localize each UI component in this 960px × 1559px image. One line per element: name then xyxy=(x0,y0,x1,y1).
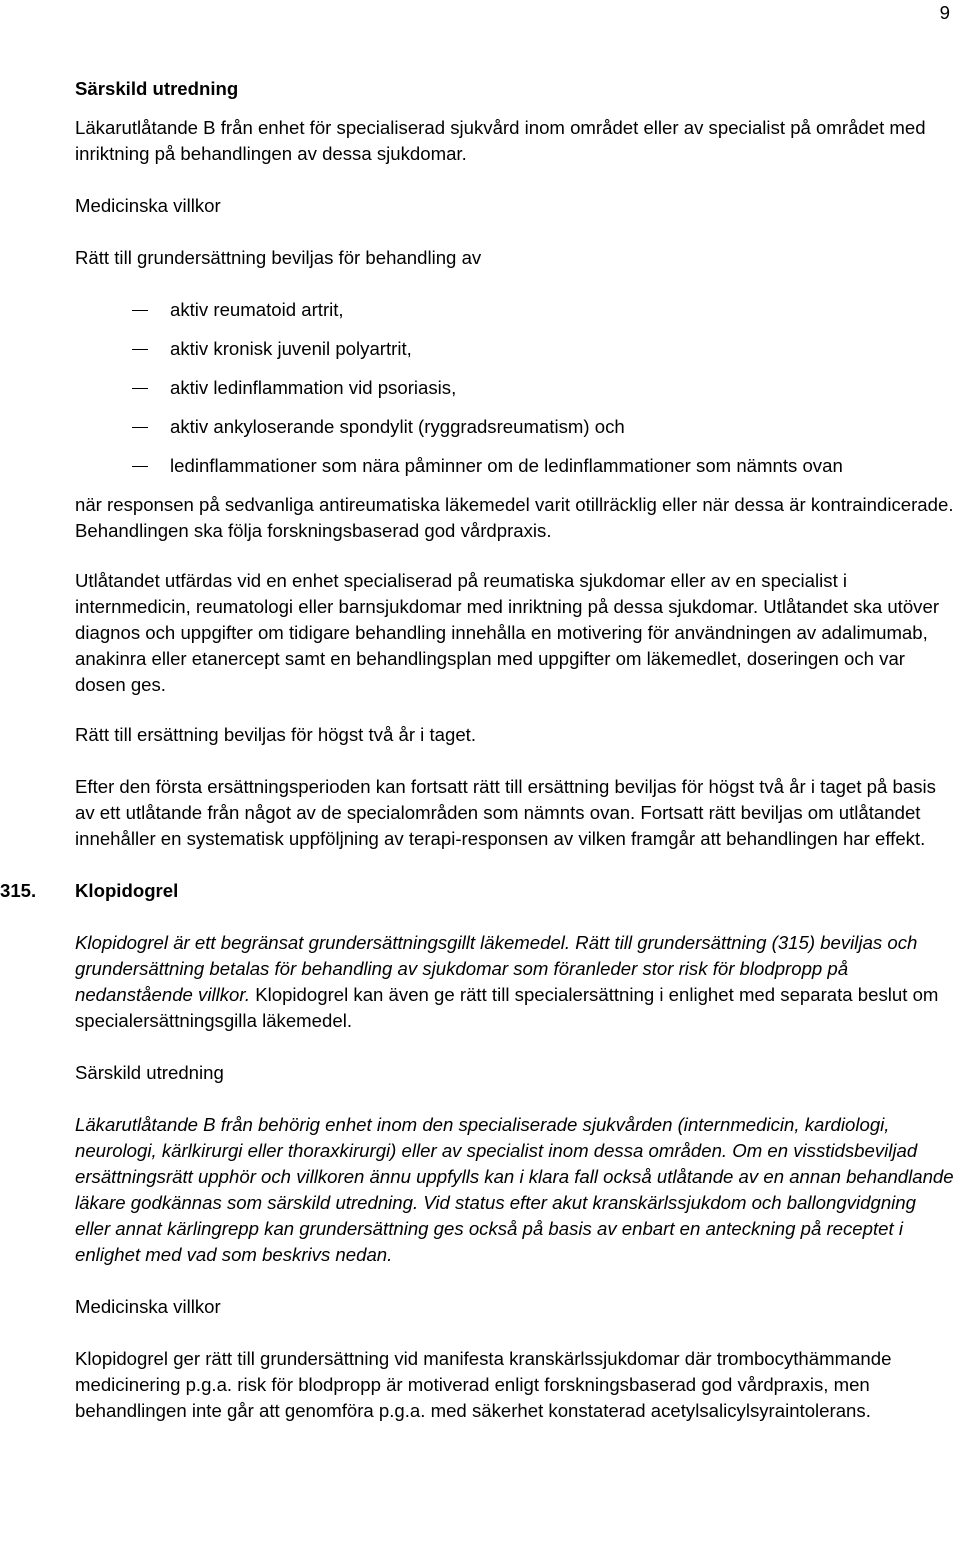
paragraph-efter: Efter den första ersättningsperioden kan fortsatt rätt till ersättning beviljas för högst två år i taget på basis av ett utlåtande från något av de specialområden som nämnts ovan. Fortsatt rätt beviljas om utlåtandet innehåller en systematisk uppföljning av terapi-responsen av vilken framgår att behandlingen har effekt. xyxy=(75,776,936,849)
section-number: 315. xyxy=(0,880,37,901)
list-item: aktiv kronisk juvenil polyartrit, xyxy=(75,336,955,362)
page-content xyxy=(0,76,955,1424)
list-item: aktiv reumatoid artrit, xyxy=(75,297,955,323)
heading-medicinska-villkor-2: Medicinska villkor xyxy=(75,1296,221,1317)
intro-plain: Klopidogrel kan även ge rätt till specialersättning i enlighet med separata beslut om specialersättningsgilla läkemedel. xyxy=(75,984,939,1031)
list-item: aktiv ledinflammation vid psoriasis, xyxy=(75,375,955,401)
intro-italic: Klopidogrel är ett begränsat grundersättningsgillt läkemedel. Rätt till grundersättning (315) beviljas och grundersättning betalas för behandling av sjukdomar som föranleder stor risk för blodpropp på nedanstående villkor. xyxy=(75,932,918,1005)
heading-sarskild-utredning-2: Särskild utredning xyxy=(75,1062,224,1083)
paragraph-klopidogrel-villkor: Klopidogrel ger rätt till grundersättning vid manifesta kranskärlssjukdomar där trombocythämmande medicinering p.g.a. risk för blodpropp är motiverad enligt forskningsbaserad god vårdpraxis, men behandlingen inte går att genomföra p.g.a. med säkerhet konstaterad acetylsalicylsyraintolerans. xyxy=(75,1348,892,1421)
paragraph-after-list: när responsen på sedvanliga antireumatiska läkemedel varit otillräcklig eller när dessa är kontraindicerade. Behandlingen ska följa forskningsbaserad god vårdpraxis. xyxy=(75,494,954,541)
paragraph-klopidogrel-intro xyxy=(75,930,955,1034)
paragraph-intro: Rätt till grundersättning beviljas för behandling av xyxy=(75,247,482,268)
heading-medicinska-villkor: Medicinska villkor xyxy=(75,195,221,216)
condition-list xyxy=(75,297,955,479)
paragraph-ersattning: Rätt till ersättning beviljas för högst två år i taget. xyxy=(75,724,476,745)
heading-sarskild-utredning: Särskild utredning xyxy=(75,78,239,99)
paragraph-lakarutlatande-2: Läkarutlåtande B från behörig enhet inom den specialiserade sjukvården (internmedicin, kardiologi, neurologi, kärlkirurgi eller thoraxkirurgi) eller av specialist inom dessa områden. Om en visstidsbeviljad ersättningsrätt upphör och villkoren ännu uppfylls kan i klara fall också utlåtande av en annan behandlande läkare godkännas som särskild utredning. Vid status efter akut kranskärlssjukdom och ballongvidgning eller annat kärlingrepp kan grundersättning ges också på basis av enbart en anteckning på receptet i enlighet med vad som beskrivs nedan. xyxy=(75,1114,954,1265)
paragraph-lakarutlatande: Läkarutlåtande B från enhet för specialiserad sjukvård inom området eller av specialist på området med inriktning på behandlingen av dessa sjukdomar. xyxy=(75,117,926,164)
page-number: 9 xyxy=(939,2,950,23)
list-item: aktiv ankyloserande spondylit (ryggradsreumatism) och xyxy=(75,414,955,440)
section-name: Klopidogrel xyxy=(75,880,179,901)
paragraph-utlatandet: Utlåtandet utfärdas vid en enhet specialiserad på reumatiska sjukdomar eller av en specialist i internmedicin, reumatologi eller barnsjukdomar med inriktning på dessa sjukdomar. Utlåtandet ska utöver diagnos och uppgifter om tidigare behandling innehålla en motivering för användningen av adalimumab, anakinra eller etanercept samt en behandlingsplan med uppgifter om läkemedlet, doseringen och var dosen ges. xyxy=(75,570,940,695)
section-title-315 xyxy=(0,878,955,904)
list-item: ledinflammationer som nära påminner om de ledinflammationer som nämnts ovan xyxy=(75,453,955,479)
